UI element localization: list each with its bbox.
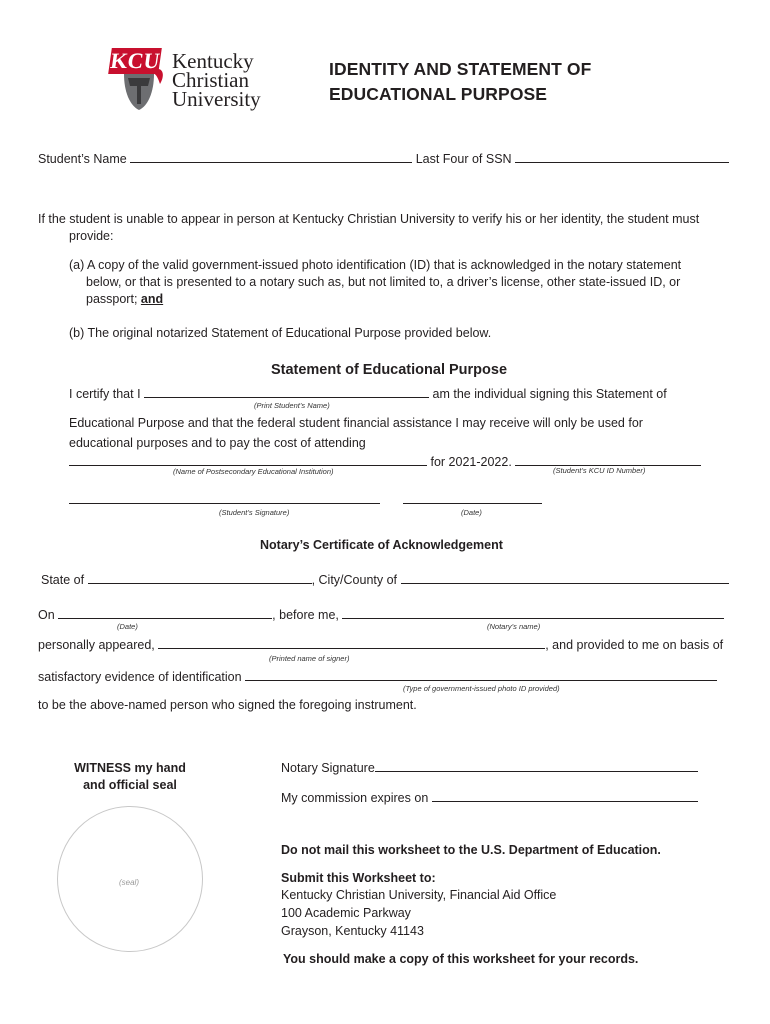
logo-line-kentucky: Kentucky xyxy=(172,49,254,73)
address-line2: 100 Academic Parkway xyxy=(281,906,411,920)
satisfactory-row xyxy=(38,668,717,685)
on-row xyxy=(38,606,724,623)
student-name-field[interactable] xyxy=(130,150,412,163)
provided-basis-label: , and provided to me on basis of xyxy=(545,638,724,652)
certify-prefix: I certify that I xyxy=(69,387,141,401)
witness-line1: WITNESS my hand xyxy=(74,761,186,775)
student-row xyxy=(38,150,729,167)
print-student-name-field[interactable] xyxy=(144,385,429,398)
kcu-id-field[interactable] xyxy=(515,453,701,466)
county-field[interactable] xyxy=(401,571,729,584)
university-logo xyxy=(110,44,280,114)
institution-caption: (Name of Postsecondary Educational Institution) xyxy=(173,467,334,476)
before-me-label: , before me, xyxy=(272,608,339,622)
requirement-and: and xyxy=(140,292,164,306)
address-line1: Kentucky Christian University, Financial Aid Office xyxy=(281,888,557,902)
requirement-a-text: passport; xyxy=(86,292,138,306)
seal-label: (seal) xyxy=(118,878,139,887)
copy-note: You should make a copy of this worksheet for your records. xyxy=(283,952,639,966)
witness-line2: and official seal xyxy=(83,778,177,792)
ssn-field[interactable] xyxy=(515,150,729,163)
address-line3: Grayson, Kentucky 41143 xyxy=(281,924,424,938)
statement-line3: educational purposes and to pay the cost of attending xyxy=(69,436,366,450)
signer-name-field[interactable] xyxy=(158,636,545,649)
commission-label: My commission expires on xyxy=(281,791,429,805)
student-signature-field[interactable] xyxy=(69,491,380,504)
on-label: On xyxy=(38,608,55,622)
kcu-id-caption: (Student’s KCU ID Number) xyxy=(553,466,646,475)
id-type-field[interactable] xyxy=(245,668,717,681)
signature-caption: (Student’s Signature) xyxy=(219,508,290,517)
signature-row xyxy=(69,491,542,508)
submit-heading: Submit this Worksheet to: xyxy=(281,871,436,885)
state-label: State of xyxy=(41,573,85,587)
commission-field[interactable] xyxy=(432,789,698,802)
intro-line1: If the student is unable to appear in person at Kentucky Christian University to verify his or her identity, the student must xyxy=(38,212,700,226)
statement-heading: Statement of Educational Purpose xyxy=(270,362,508,378)
foregoing-line: to be the above-named person who signed the foregoing instrument. xyxy=(38,698,417,712)
notary-date-caption: (Date) xyxy=(117,622,138,631)
statement-line2: Educational Purpose and that the federal student financial assistance I may receive will only be used for xyxy=(69,416,643,430)
satisfactory-label: satisfactory evidence of identification xyxy=(38,670,242,684)
for-year: for 2021-2022. xyxy=(430,455,512,469)
print-name-caption: (Print Student’s Name) xyxy=(254,401,330,410)
requirement-a-line1: (a) A copy of the valid government-issued photo identification (ID) that is acknowledged in the notary statement xyxy=(69,258,682,272)
logo-line-christian: Christian xyxy=(172,68,249,92)
do-not-mail-note: Do not mail this worksheet to the U.S. Department of Education. xyxy=(281,843,661,857)
signature-date-field[interactable] xyxy=(403,491,542,504)
personally-appeared-label: personally appeared, xyxy=(38,638,155,652)
notary-signature-field[interactable] xyxy=(375,759,698,772)
commission-row xyxy=(281,789,698,806)
student-name-label: Student’s Name xyxy=(38,152,127,166)
certify-row xyxy=(69,385,667,402)
logo-line-university: University xyxy=(172,87,261,111)
notary-signature-row xyxy=(281,759,698,776)
printed-signer-caption: (Printed name of signer) xyxy=(269,654,350,663)
signature-date-caption: (Date) xyxy=(461,508,482,517)
notary-name-field[interactable] xyxy=(342,606,724,619)
institution-field[interactable] xyxy=(69,453,427,466)
ssn-label: Last Four of SSN xyxy=(415,152,512,166)
requirement-a-line2: below, or that is presented to a notary such as, but not limited to, a driver’s license, other state-issued ID, or xyxy=(86,275,681,289)
notary-date-field[interactable] xyxy=(58,606,272,619)
id-type-caption: (Type of government-issued photo ID provided) xyxy=(403,684,560,693)
kcu-mark: KCU xyxy=(108,48,162,73)
state-row xyxy=(41,571,729,588)
requirement-a-line3 xyxy=(86,291,163,307)
certify-suffix: am the individual signing this Statement of xyxy=(432,387,667,401)
intro-line2: provide: xyxy=(69,229,114,243)
page-title-line1: IDENTITY AND STATEMENT OF xyxy=(329,59,592,79)
state-field[interactable] xyxy=(88,571,312,584)
notary-name-caption: (Notary’s name) xyxy=(487,622,541,631)
notary-signature-label: Notary Signature xyxy=(281,761,375,775)
page-title-line2: EDUCATIONAL PURPOSE xyxy=(329,84,548,104)
appeared-row xyxy=(38,636,723,653)
requirement-b: (b) The original notarized Statement of Educational Purpose provided below. xyxy=(69,326,492,340)
notary-heading: Notary’s Certificate of Acknowledgement xyxy=(260,538,503,552)
county-label: , City/County of xyxy=(311,573,398,587)
